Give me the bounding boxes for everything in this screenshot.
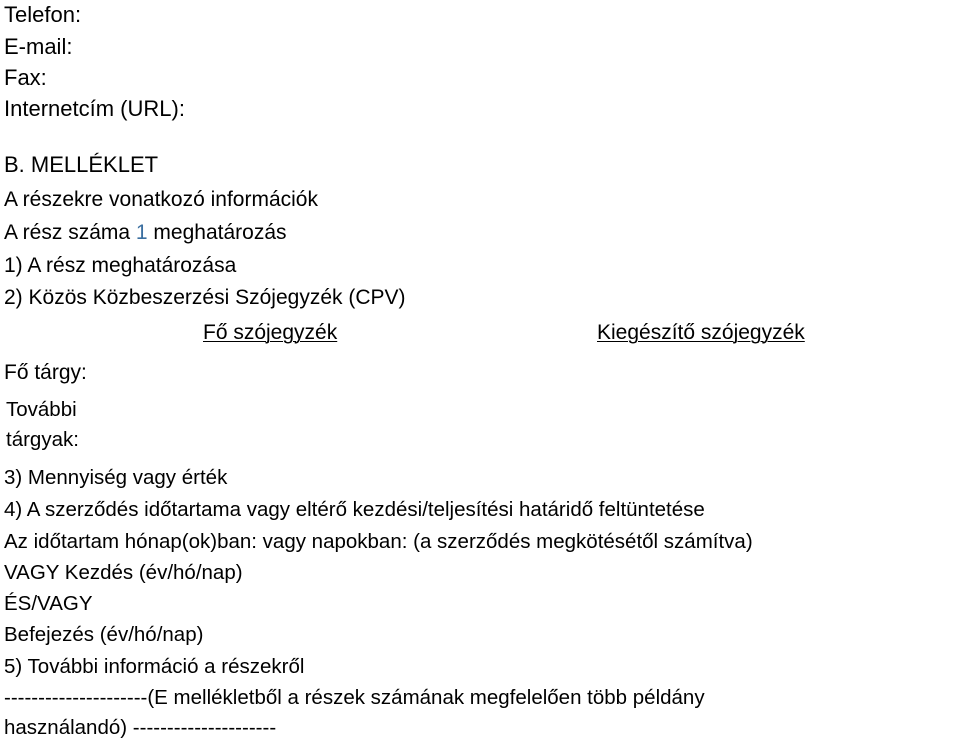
item-4: 4) A szerződés időtartama vagy eltérő kezdési/teljesítési határidő feltüntetése: [4, 498, 705, 521]
cpv-additional-objects-label-line1: További: [6, 398, 77, 421]
item-1: 1) A rész meghatározása: [4, 254, 237, 277]
and-or-line: ÉS/VAGY: [4, 592, 93, 615]
cpv-supplementary-vocabulary-header: Kiegészítő szójegyzék: [597, 321, 805, 344]
duration-line: Az időtartam hónap(ok)ban: vagy napokban: (a szerződés megkötésétől számítva): [4, 530, 753, 553]
phone-label: Telefon:: [4, 2, 82, 27]
part-prefix: A rész száma: [4, 221, 131, 244]
cpv-additional-objects-label-line2: tárgyak:: [6, 428, 79, 451]
item-5: 5) További információ a részekről: [4, 655, 305, 678]
cpv-main-vocabulary-header: Fő szójegyzék: [203, 321, 338, 344]
part-suffix: meghatározás: [153, 221, 287, 244]
url-label: Internetcím (URL):: [4, 96, 185, 121]
item-3: 3) Mennyiség vagy érték: [4, 466, 228, 489]
end-date-line: Befejezés (év/hó/nap): [4, 623, 204, 646]
annex-title: B. MELLÉKLET: [4, 152, 159, 177]
item-2: 2) Közös Közbeszerzési Szójegyzék (CPV): [4, 286, 406, 309]
annex-subtitle: A részekre vonatkozó információk: [4, 188, 318, 211]
footer-note-line2: használandó) ---------------------: [4, 716, 277, 739]
fax-label: Fax:: [4, 65, 47, 90]
part-number: 1: [135, 221, 148, 244]
part-number-line: [4, 222, 287, 243]
cpv-main-object-label: Fő tárgy:: [4, 361, 87, 384]
start-date-line: VAGY Kezdés (év/hó/nap): [4, 561, 243, 584]
footer-note-line1: ---------------------(E mellékletből a részek számának megfelelően több példány: [4, 686, 705, 709]
email-label: E-mail:: [4, 34, 73, 59]
